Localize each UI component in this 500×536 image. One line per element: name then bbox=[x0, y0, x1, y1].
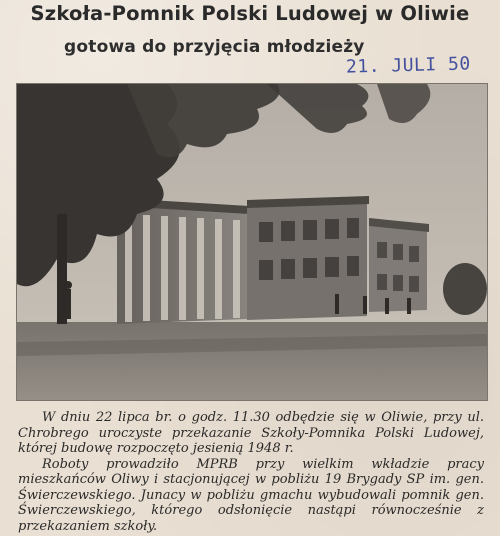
headline: Szkoła-Pomnik Polski Ludowej w Oliwie bbox=[30, 2, 470, 25]
article-body bbox=[18, 410, 484, 534]
article-paragraph: Roboty prowadziło MPRB przy wielkim wkładzie pracy mieszkańców Oliwy i stacjonującej w pobliżu 19 Brygady SP im. gen. Świerczewskiego. Junacy w pobliżu gmachu wybudowali pomnik gen. Świerczewskiego, którego odsłonięcie nastąpi równocześnie z przekazaniem szkoły. bbox=[18, 456, 484, 534]
date-stamp: 21. JULI 50 bbox=[345, 53, 471, 78]
subheadline: gotowa do przyjęcia młodzieży bbox=[64, 37, 365, 57]
school-building-photo bbox=[16, 83, 488, 401]
school-building-photo-image bbox=[17, 84, 487, 400]
article-paragraph: W dniu 22 lipca br. o godz. 11.30 odbędzie się w Oliwie, przy ul. Chrobrego uroczyste przekazanie Szkoły-Pomnika Polski Ludowej, której budowę rozpoczęto jesienią 1948 r. bbox=[18, 410, 484, 456]
